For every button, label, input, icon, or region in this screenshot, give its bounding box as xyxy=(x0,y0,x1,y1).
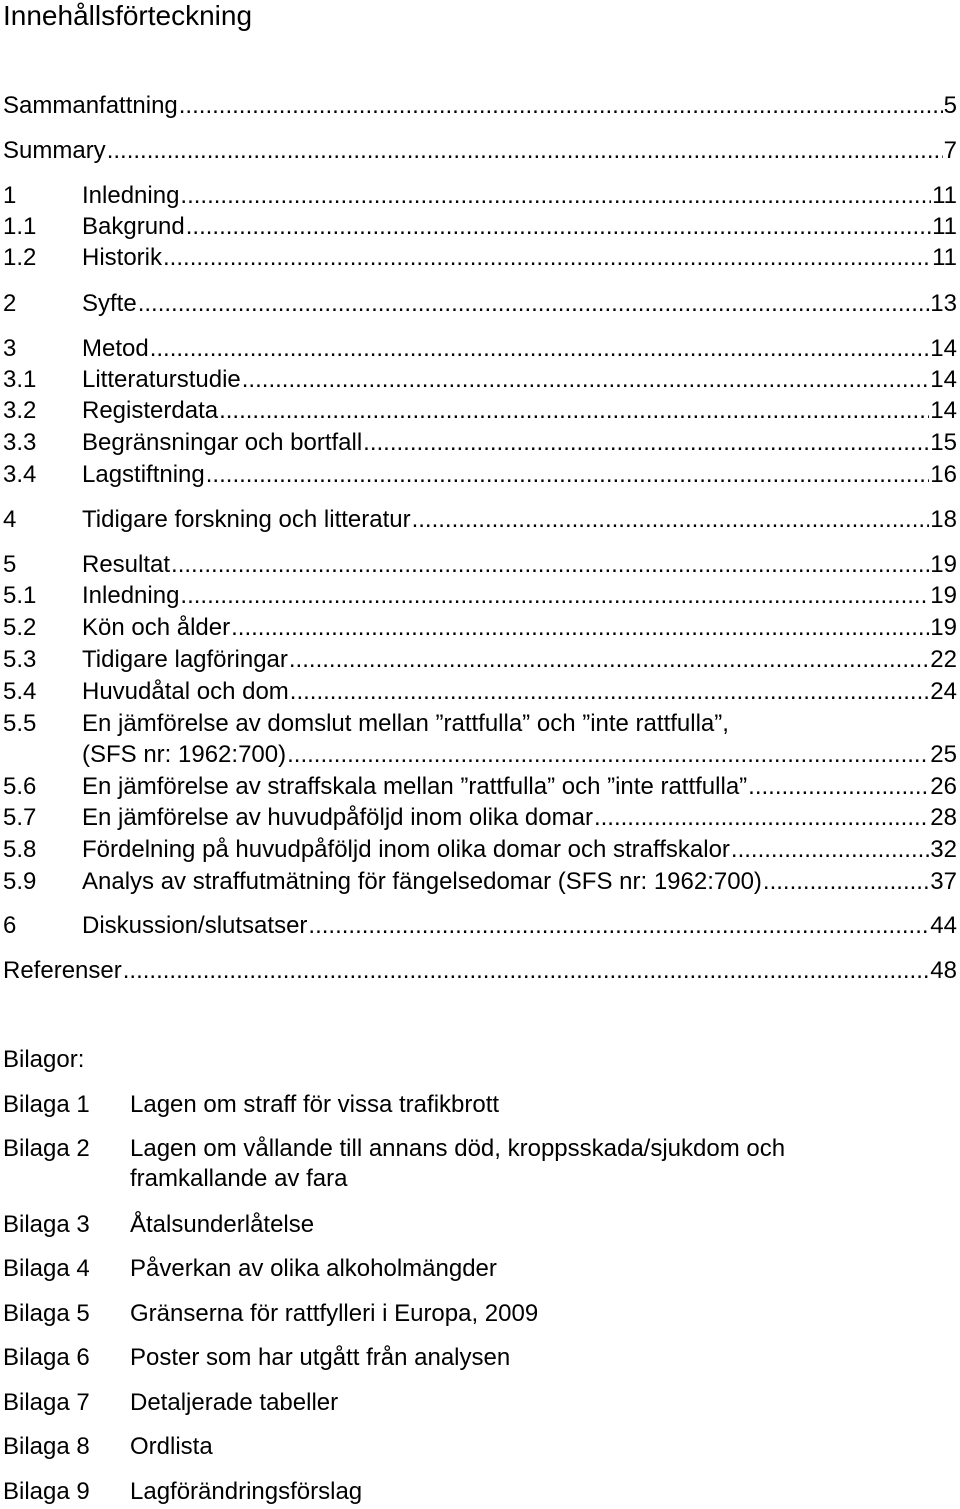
toc-entry-sammanfattning[interactable] xyxy=(3,91,957,121)
toc-entry-title: En jämförelse av huvudpåföljd inom olika domar xyxy=(82,804,593,831)
toc-section-number: 5.6 xyxy=(3,773,37,800)
dot-leader xyxy=(219,396,929,426)
toc-entry-3[interactable] xyxy=(3,334,957,364)
toc-entry-5-4[interactable] xyxy=(3,677,957,707)
toc-section-number: 5 xyxy=(3,551,17,578)
toc-section-number: 1 xyxy=(3,182,17,209)
toc-section-number: 3.1 xyxy=(3,366,37,393)
toc-entry-body xyxy=(82,867,957,897)
dot-leader xyxy=(731,835,929,865)
toc-entry-title: Inledning xyxy=(82,182,180,209)
toc-entry-title: Resultat xyxy=(82,551,171,578)
toc-section-number: 4 xyxy=(3,506,17,533)
toc-section-number: 5.8 xyxy=(3,836,37,863)
toc-entry-5-6[interactable] xyxy=(3,772,957,802)
toc-entry-title: Huvudåtal och dom xyxy=(82,678,289,705)
dot-leader xyxy=(186,212,931,242)
toc-page-number: 16 xyxy=(930,461,957,488)
toc-entry-body xyxy=(82,289,957,319)
toc-section-number: 3.3 xyxy=(3,429,37,456)
toc-entry-body xyxy=(82,181,957,211)
toc-entry-5-1[interactable] xyxy=(3,581,957,611)
toc-entry-5-8[interactable] xyxy=(3,835,957,865)
toc-entry-3-2[interactable] xyxy=(3,396,957,426)
toc-entry-5-9[interactable] xyxy=(3,867,957,897)
toc-page-number: 15 xyxy=(930,429,957,456)
toc-entry-title: Litteraturstudie xyxy=(82,366,241,393)
toc-entry-5-5[interactable] xyxy=(3,709,957,739)
toc-entry-2[interactable] xyxy=(3,289,957,319)
toc-section-number: 2 xyxy=(3,290,17,317)
appendix-title: Ordlista xyxy=(130,1433,213,1460)
toc-entry-title: En jämförelse av domslut mellan ”rattfulla” och ”inte rattfulla”, xyxy=(82,710,729,737)
toc-entry-title: Diskussion/slutsatser xyxy=(82,912,308,939)
toc-entry-1-2[interactable] xyxy=(3,243,957,273)
toc-entry-4[interactable] xyxy=(3,505,957,535)
toc-entry-title: Syfte xyxy=(82,290,137,317)
appendix-title: Åtalsunderlåtelse xyxy=(130,1211,315,1238)
appendix-label: Bilaga 6 xyxy=(3,1344,90,1371)
dot-leader xyxy=(748,772,929,802)
toc-entry-body xyxy=(82,212,957,242)
toc-page-number: 14 xyxy=(930,366,957,393)
toc-entry-body xyxy=(82,581,957,611)
dot-leader xyxy=(594,803,929,833)
dot-leader xyxy=(289,645,929,675)
dot-leader xyxy=(180,581,929,611)
dot-leader xyxy=(163,243,931,273)
toc-entry-body xyxy=(82,911,957,941)
appendix-label: Bilaga 3 xyxy=(3,1211,90,1238)
toc-page-number: 19 xyxy=(930,582,957,609)
appendix-title: Lagen om vållande till annans död, kroppsskada/sjukdom och framkallande av fara xyxy=(130,1135,786,1192)
appendix-label: Bilaga 2 xyxy=(3,1135,90,1162)
toc-entry-3-1[interactable] xyxy=(3,365,957,395)
toc-page-number: 5 xyxy=(943,92,957,119)
toc-entry-title: En jämförelse av straffskala mellan ”rattfulla” och ”inte rattfulla” xyxy=(82,773,748,800)
appendix-label: Bilaga 7 xyxy=(3,1389,90,1416)
page-title: Innehållsförteckning xyxy=(3,0,253,31)
toc-section-number: 1.2 xyxy=(3,244,37,271)
toc-section-number: 5.7 xyxy=(3,804,37,831)
toc-entry-title: Kön och ålder xyxy=(82,614,231,641)
appendix-label: Bilaga 8 xyxy=(3,1433,90,1460)
toc-entry-5-2[interactable] xyxy=(3,613,957,643)
toc-entry-body xyxy=(3,956,957,986)
toc-section-number: 5.4 xyxy=(3,678,37,705)
dot-leader xyxy=(150,334,930,364)
toc-entry-body xyxy=(82,677,957,707)
toc-section-number: 5.5 xyxy=(3,710,37,737)
appendix-title: Påverkan av olika alkoholmängder xyxy=(130,1255,497,1282)
dot-leader xyxy=(290,677,930,707)
toc-entry-referenser[interactable] xyxy=(3,956,957,986)
appendix-title: Poster som har utgått från analysen xyxy=(130,1344,511,1371)
toc-entry-body xyxy=(82,803,957,833)
toc-entry-title: Historik xyxy=(82,244,163,271)
toc-section-number: 3.4 xyxy=(3,461,37,488)
dot-leader xyxy=(107,136,943,166)
toc-entry-5-3[interactable] xyxy=(3,645,957,675)
toc-entry-body xyxy=(82,645,957,675)
appendix-heading: Bilagor: xyxy=(3,1046,85,1073)
dot-leader xyxy=(206,460,930,490)
toc-entry-title: (SFS nr: 1962:700) xyxy=(82,741,287,768)
toc-page-number: 11 xyxy=(932,244,957,271)
toc-entry-title: Analys av straffutmätning för fängelsedomar (SFS nr: 1962:700) xyxy=(82,868,762,895)
toc-section-number: 1.1 xyxy=(3,213,37,240)
toc-entry-body xyxy=(82,243,957,273)
appendix-label: Bilaga 9 xyxy=(3,1478,90,1505)
toc-entry-body xyxy=(82,550,957,580)
toc-entry-3-3[interactable] xyxy=(3,428,957,458)
toc-entry-title: Referenser xyxy=(3,957,122,984)
toc-entry-summary[interactable] xyxy=(3,136,957,166)
toc-entry-body xyxy=(82,460,957,490)
toc-page-number: 11 xyxy=(932,213,957,240)
toc-page-number: 14 xyxy=(930,335,957,362)
toc-entry-body xyxy=(82,334,957,364)
toc-entry-6[interactable] xyxy=(3,911,957,941)
toc-entry-body xyxy=(82,396,957,426)
toc-entry-3-4[interactable] xyxy=(3,460,957,490)
appendix-title: Gränserna för rattfylleri i Europa, 2009 xyxy=(130,1300,539,1327)
dot-leader xyxy=(179,91,943,121)
appendix-label: Bilaga 1 xyxy=(3,1091,90,1118)
toc-page-number: 19 xyxy=(930,614,957,641)
toc-entry-body xyxy=(3,91,957,121)
toc-page-number: 11 xyxy=(932,182,957,209)
dot-leader xyxy=(287,740,929,770)
toc-entry-body xyxy=(3,136,957,166)
dot-leader xyxy=(138,289,930,319)
toc-page-number: 22 xyxy=(930,646,957,673)
dot-leader xyxy=(412,505,930,535)
toc-entry-title: Bakgrund xyxy=(82,213,185,240)
toc-entry-title: Tidigare lagföringar xyxy=(82,646,288,673)
dot-leader xyxy=(363,428,929,458)
toc-entry-5-7[interactable] xyxy=(3,803,957,833)
toc-entry-5[interactable] xyxy=(3,550,957,580)
toc-entry-title: Metod xyxy=(82,335,149,362)
toc-entry-title: Lagstiftning xyxy=(82,461,205,488)
toc-entry-5-5-continued[interactable] xyxy=(3,740,957,770)
toc-entry-title: Tidigare forskning och litteratur xyxy=(82,506,411,533)
toc-page-number: 14 xyxy=(930,397,957,424)
dot-leader xyxy=(242,365,930,395)
toc-page-number: 7 xyxy=(943,137,957,164)
toc-page-number: 13 xyxy=(930,290,957,317)
toc-entry-title: Registerdata xyxy=(82,397,219,424)
toc-section-number: 5.1 xyxy=(3,582,37,609)
toc-page-number: 32 xyxy=(930,836,957,863)
toc-section-number: 6 xyxy=(3,912,17,939)
toc-page-number: 44 xyxy=(930,912,957,939)
toc-section-number: 3 xyxy=(3,335,17,362)
toc-entry-title: Begränsningar och bortfall xyxy=(82,429,363,456)
toc-section-number: 5.9 xyxy=(3,868,37,895)
toc-entry-body xyxy=(82,740,957,770)
toc-entry-1[interactable] xyxy=(3,181,957,211)
toc-entry-body xyxy=(82,772,957,802)
toc-entry-body xyxy=(82,365,957,395)
toc-entry-body xyxy=(82,709,957,739)
toc-entry-title: Summary xyxy=(3,137,106,164)
dot-leader xyxy=(308,911,929,941)
toc-entry-title: Fördelning på huvudpåföljd inom olika domar och straffskalor xyxy=(82,836,730,863)
appendix-title: Lagen om straff för vissa trafikbrott xyxy=(130,1091,500,1118)
toc-page-number: 25 xyxy=(930,741,957,768)
toc-entry-title: Inledning xyxy=(82,582,180,609)
toc-section-number: 3.2 xyxy=(3,397,37,424)
toc-page-number: 48 xyxy=(930,957,957,984)
appendix-title: Detaljerade tabeller xyxy=(130,1389,339,1416)
toc-page-number: 19 xyxy=(930,551,957,578)
toc-section-number: 5.3 xyxy=(3,646,37,673)
toc-entry-body xyxy=(82,428,957,458)
toc-entry-body xyxy=(82,835,957,865)
toc-entry-body xyxy=(82,505,957,535)
dot-leader xyxy=(171,550,929,580)
appendix-title: Lagförändringsförslag xyxy=(130,1478,363,1505)
dot-leader xyxy=(763,867,929,897)
toc-section-number: 5.2 xyxy=(3,614,37,641)
appendix-label: Bilaga 4 xyxy=(3,1255,90,1282)
toc-page-number: 18 xyxy=(930,506,957,533)
dot-leader xyxy=(180,181,931,211)
toc-entry-1-1[interactable] xyxy=(3,212,957,242)
toc-page-number: 24 xyxy=(930,678,957,705)
toc-page-number: 37 xyxy=(930,868,957,895)
toc-entry-body xyxy=(82,613,957,643)
appendix-label: Bilaga 5 xyxy=(3,1300,90,1327)
toc-page-number: 26 xyxy=(930,773,957,800)
dot-leader xyxy=(231,613,929,643)
dot-leader xyxy=(123,956,930,986)
toc-page-number: 28 xyxy=(930,804,957,831)
toc-entry-title: Sammanfattning xyxy=(3,92,178,119)
